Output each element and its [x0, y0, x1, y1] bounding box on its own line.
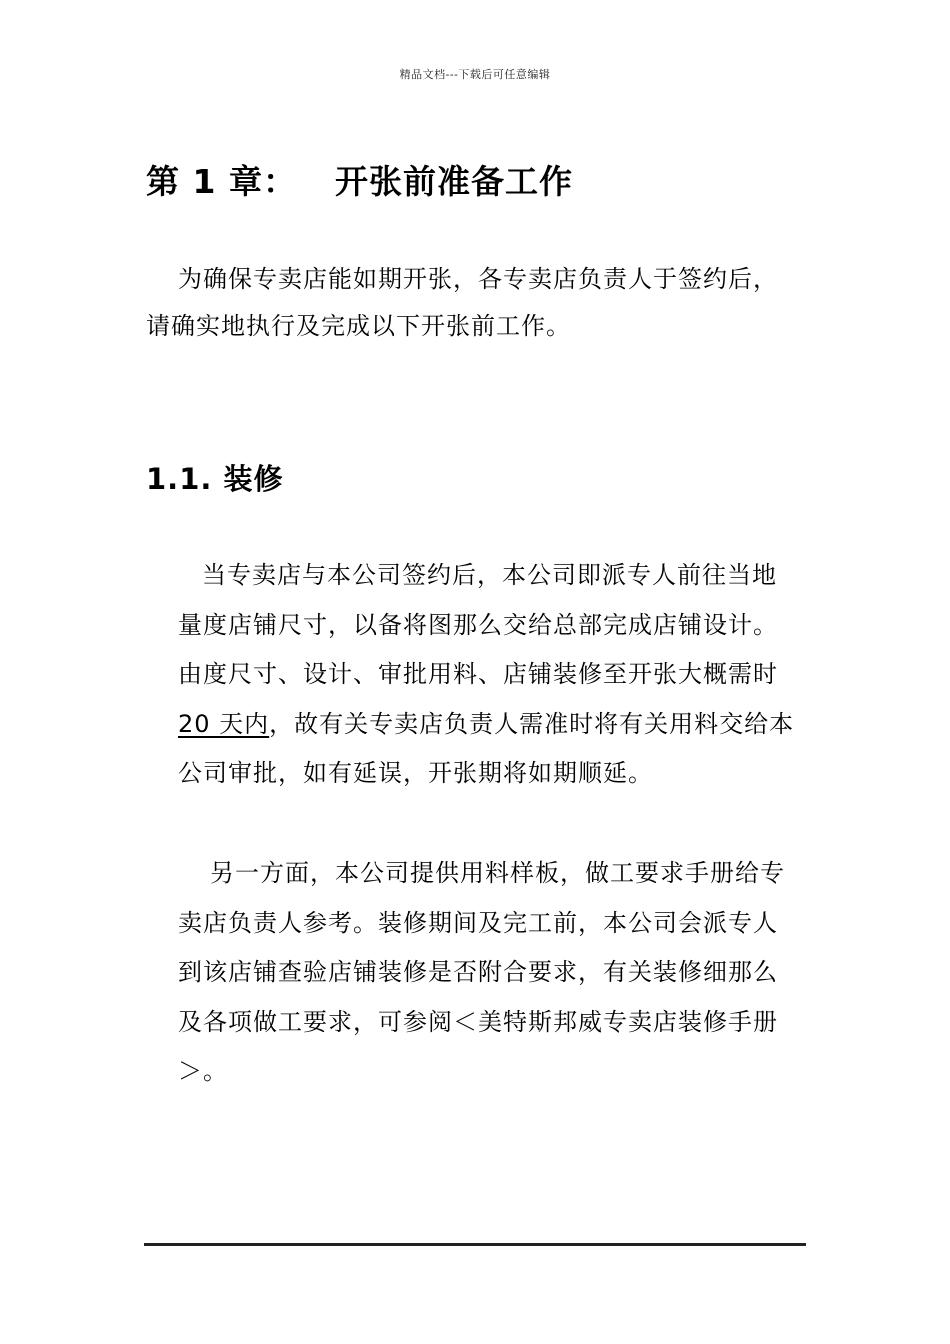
paragraph-line: 公司审批，如有延误，开张期将如期顺延。 [178, 759, 653, 787]
underlined-duration: 20 天内 [178, 709, 270, 738]
paragraph-line: 由度尺寸、设计、审批用料、店铺装修至开张大概需时 [178, 660, 778, 688]
chapter-title-text: 开张前准备工作 [334, 162, 573, 201]
paragraph-line: 卖店负责人参考。装修期间及完工前，本公司会派专人 [178, 908, 778, 937]
paragraph-line: 量度店铺尺寸，以备将图那么交给总部完成店铺设计。 [178, 610, 778, 639]
intro-paragraph [146, 256, 811, 350]
paragraph-line-rest: ，故有关专卖店负责人需准时将有关用料交给本 [269, 709, 795, 738]
chapter-heading [146, 156, 573, 203]
paragraph-line: 当专卖店与本公司签约后，本公司即派专人前往当地 [202, 561, 777, 589]
renovation-paragraph [178, 551, 818, 799]
materials-paragraph [178, 849, 818, 1097]
paragraph-line [178, 700, 818, 750]
section-heading: 1.1. 装修 [146, 462, 284, 496]
intro-line: 请确实地执行及完成以下开张前工作。 [146, 312, 571, 340]
chapter-number: 第 1 章： [146, 162, 297, 201]
paragraph-line: 到该店铺查验店铺装修是否附合要求，有关装修细那么 [178, 958, 778, 986]
footer-divider [144, 1243, 806, 1246]
paragraph-line: 及各项做工要求，可参阅＜美特斯邦威专卖店装修手册 [178, 1007, 778, 1036]
intro-line: 为确保专卖店能如期开张，各专卖店负责人于签约后， [178, 265, 778, 293]
paragraph-line: ＞。 [178, 1057, 228, 1085]
page-header-note: 精品文档---下载后可任意编辑 [399, 68, 551, 81]
paragraph-line: 另一方面，本公司提供用料样板，做工要求手册给专 [210, 859, 785, 887]
